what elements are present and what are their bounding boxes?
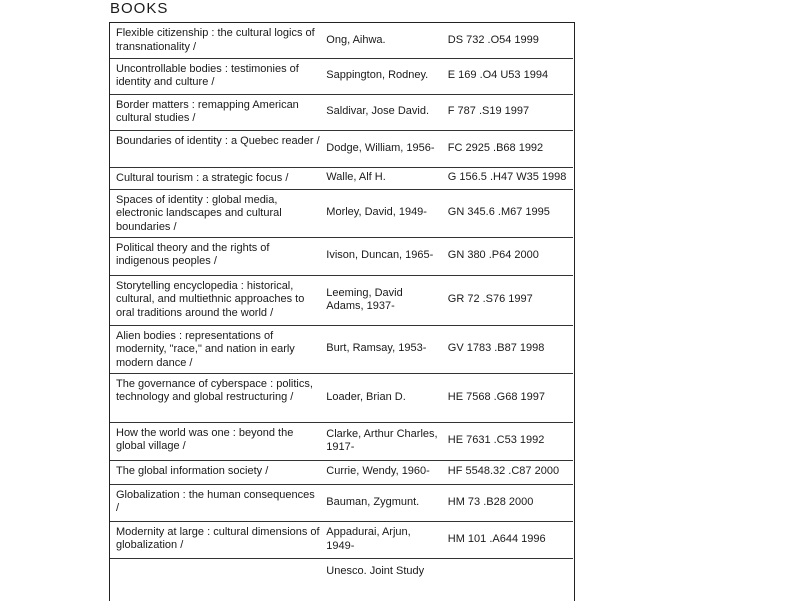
- book-call-number: HM 101 .A644 1996: [442, 521, 573, 558]
- book-call-number: GN 380 .P64 2000: [442, 237, 573, 275]
- book-author: Dodge, William, 1956-: [320, 130, 441, 167]
- table-row: [110, 167, 573, 189]
- table-row: [110, 275, 573, 325]
- table-row: [110, 237, 573, 275]
- book-title: Cultural tourism : a strategic focus /: [110, 167, 320, 189]
- book-title: The governance of cyberspace : politics, technology and global restructuring /: [110, 373, 320, 422]
- book-title: Spaces of identity : global media, electronic landscapes and cultural boundaries /: [110, 189, 320, 237]
- table-row: [110, 484, 573, 521]
- book-title: Globalization : the human consequences /: [110, 484, 320, 521]
- book-author: Appadurai, Arjun, 1949-: [320, 521, 441, 558]
- table-row: [110, 521, 573, 558]
- book-author: Burt, Ramsay, 1953-: [320, 325, 441, 373]
- table-row: [110, 558, 573, 585]
- book-title: Alien bodies : representations of modernity, "race," and nation in early modern dance /: [110, 325, 320, 373]
- book-call-number: GV 1783 .B87 1998: [442, 325, 573, 373]
- book-author: Walle, Alf H.: [320, 167, 441, 189]
- book-call-number: GN 345.6 .M67 1995: [442, 189, 573, 237]
- table-row: [110, 94, 573, 130]
- book-title: Flexible citizenship : the cultural logics of transnationality /: [110, 23, 320, 58]
- table-row: [110, 58, 573, 94]
- book-title: Storytelling encyclopedia : historical, cultural, and multiethnic approaches to oral traditions around the world /: [110, 275, 320, 325]
- book-title: The global information society /: [110, 460, 320, 484]
- book-call-number: G 156.5 .H47 W35 1998: [442, 167, 573, 189]
- book-call-number: [442, 558, 573, 585]
- book-author: Saldivar, Jose David.: [320, 94, 441, 130]
- book-title: How the world was one : beyond the global village /: [110, 422, 320, 460]
- book-call-number: E 169 .O4 U53 1994: [442, 58, 573, 94]
- book-author: Loader, Brian D.: [320, 373, 441, 422]
- book-call-number: HF 5548.32 .C87 2000: [442, 460, 573, 484]
- book-title: Political theory and the rights of indigenous peoples /: [110, 237, 320, 275]
- book-author: Clarke, Arthur Charles, 1917-: [320, 422, 441, 460]
- book-title: Border matters : remapping American cultural studies /: [110, 94, 320, 130]
- book-author: Sappington, Rodney.: [320, 58, 441, 94]
- book-call-number: HE 7631 .C53 1992: [442, 422, 573, 460]
- book-author: Ong, Aihwa.: [320, 23, 441, 58]
- book-author: Morley, David, 1949-: [320, 189, 441, 237]
- table-row: [110, 373, 573, 422]
- books-table: [110, 23, 573, 585]
- table-row: [110, 422, 573, 460]
- table-row: [110, 325, 573, 373]
- table-row: [110, 189, 573, 237]
- book-call-number: FC 2925 .B68 1992: [442, 130, 573, 167]
- book-author: Ivison, Duncan, 1965-: [320, 237, 441, 275]
- table-row: [110, 23, 573, 58]
- book-title: [110, 558, 320, 585]
- book-author: Leeming, David Adams, 1937-: [320, 275, 441, 325]
- book-title: Boundaries of identity : a Quebec reader /: [110, 130, 320, 167]
- book-call-number: DS 732 .O54 1999: [442, 23, 573, 58]
- book-author: Currie, Wendy, 1960-: [320, 460, 441, 484]
- table-row: [110, 460, 573, 484]
- book-title: Uncontrollable bodies : testimonies of identity and culture /: [110, 58, 320, 94]
- book-call-number: F 787 .S19 1997: [442, 94, 573, 130]
- book-author: Unesco. Joint Study: [326, 565, 425, 577]
- table-row: [110, 130, 573, 167]
- book-call-number: HM 73 .B28 2000: [442, 484, 573, 521]
- book-title: Modernity at large : cultural dimensions of globalization /: [110, 521, 320, 558]
- book-call-number: GR 72 .S76 1997: [442, 275, 573, 325]
- book-call-number: HE 7568 .G68 1997: [442, 373, 573, 422]
- book-author: Bauman, Zygmunt.: [320, 484, 441, 521]
- page-title: BOOKS: [110, 0, 169, 17]
